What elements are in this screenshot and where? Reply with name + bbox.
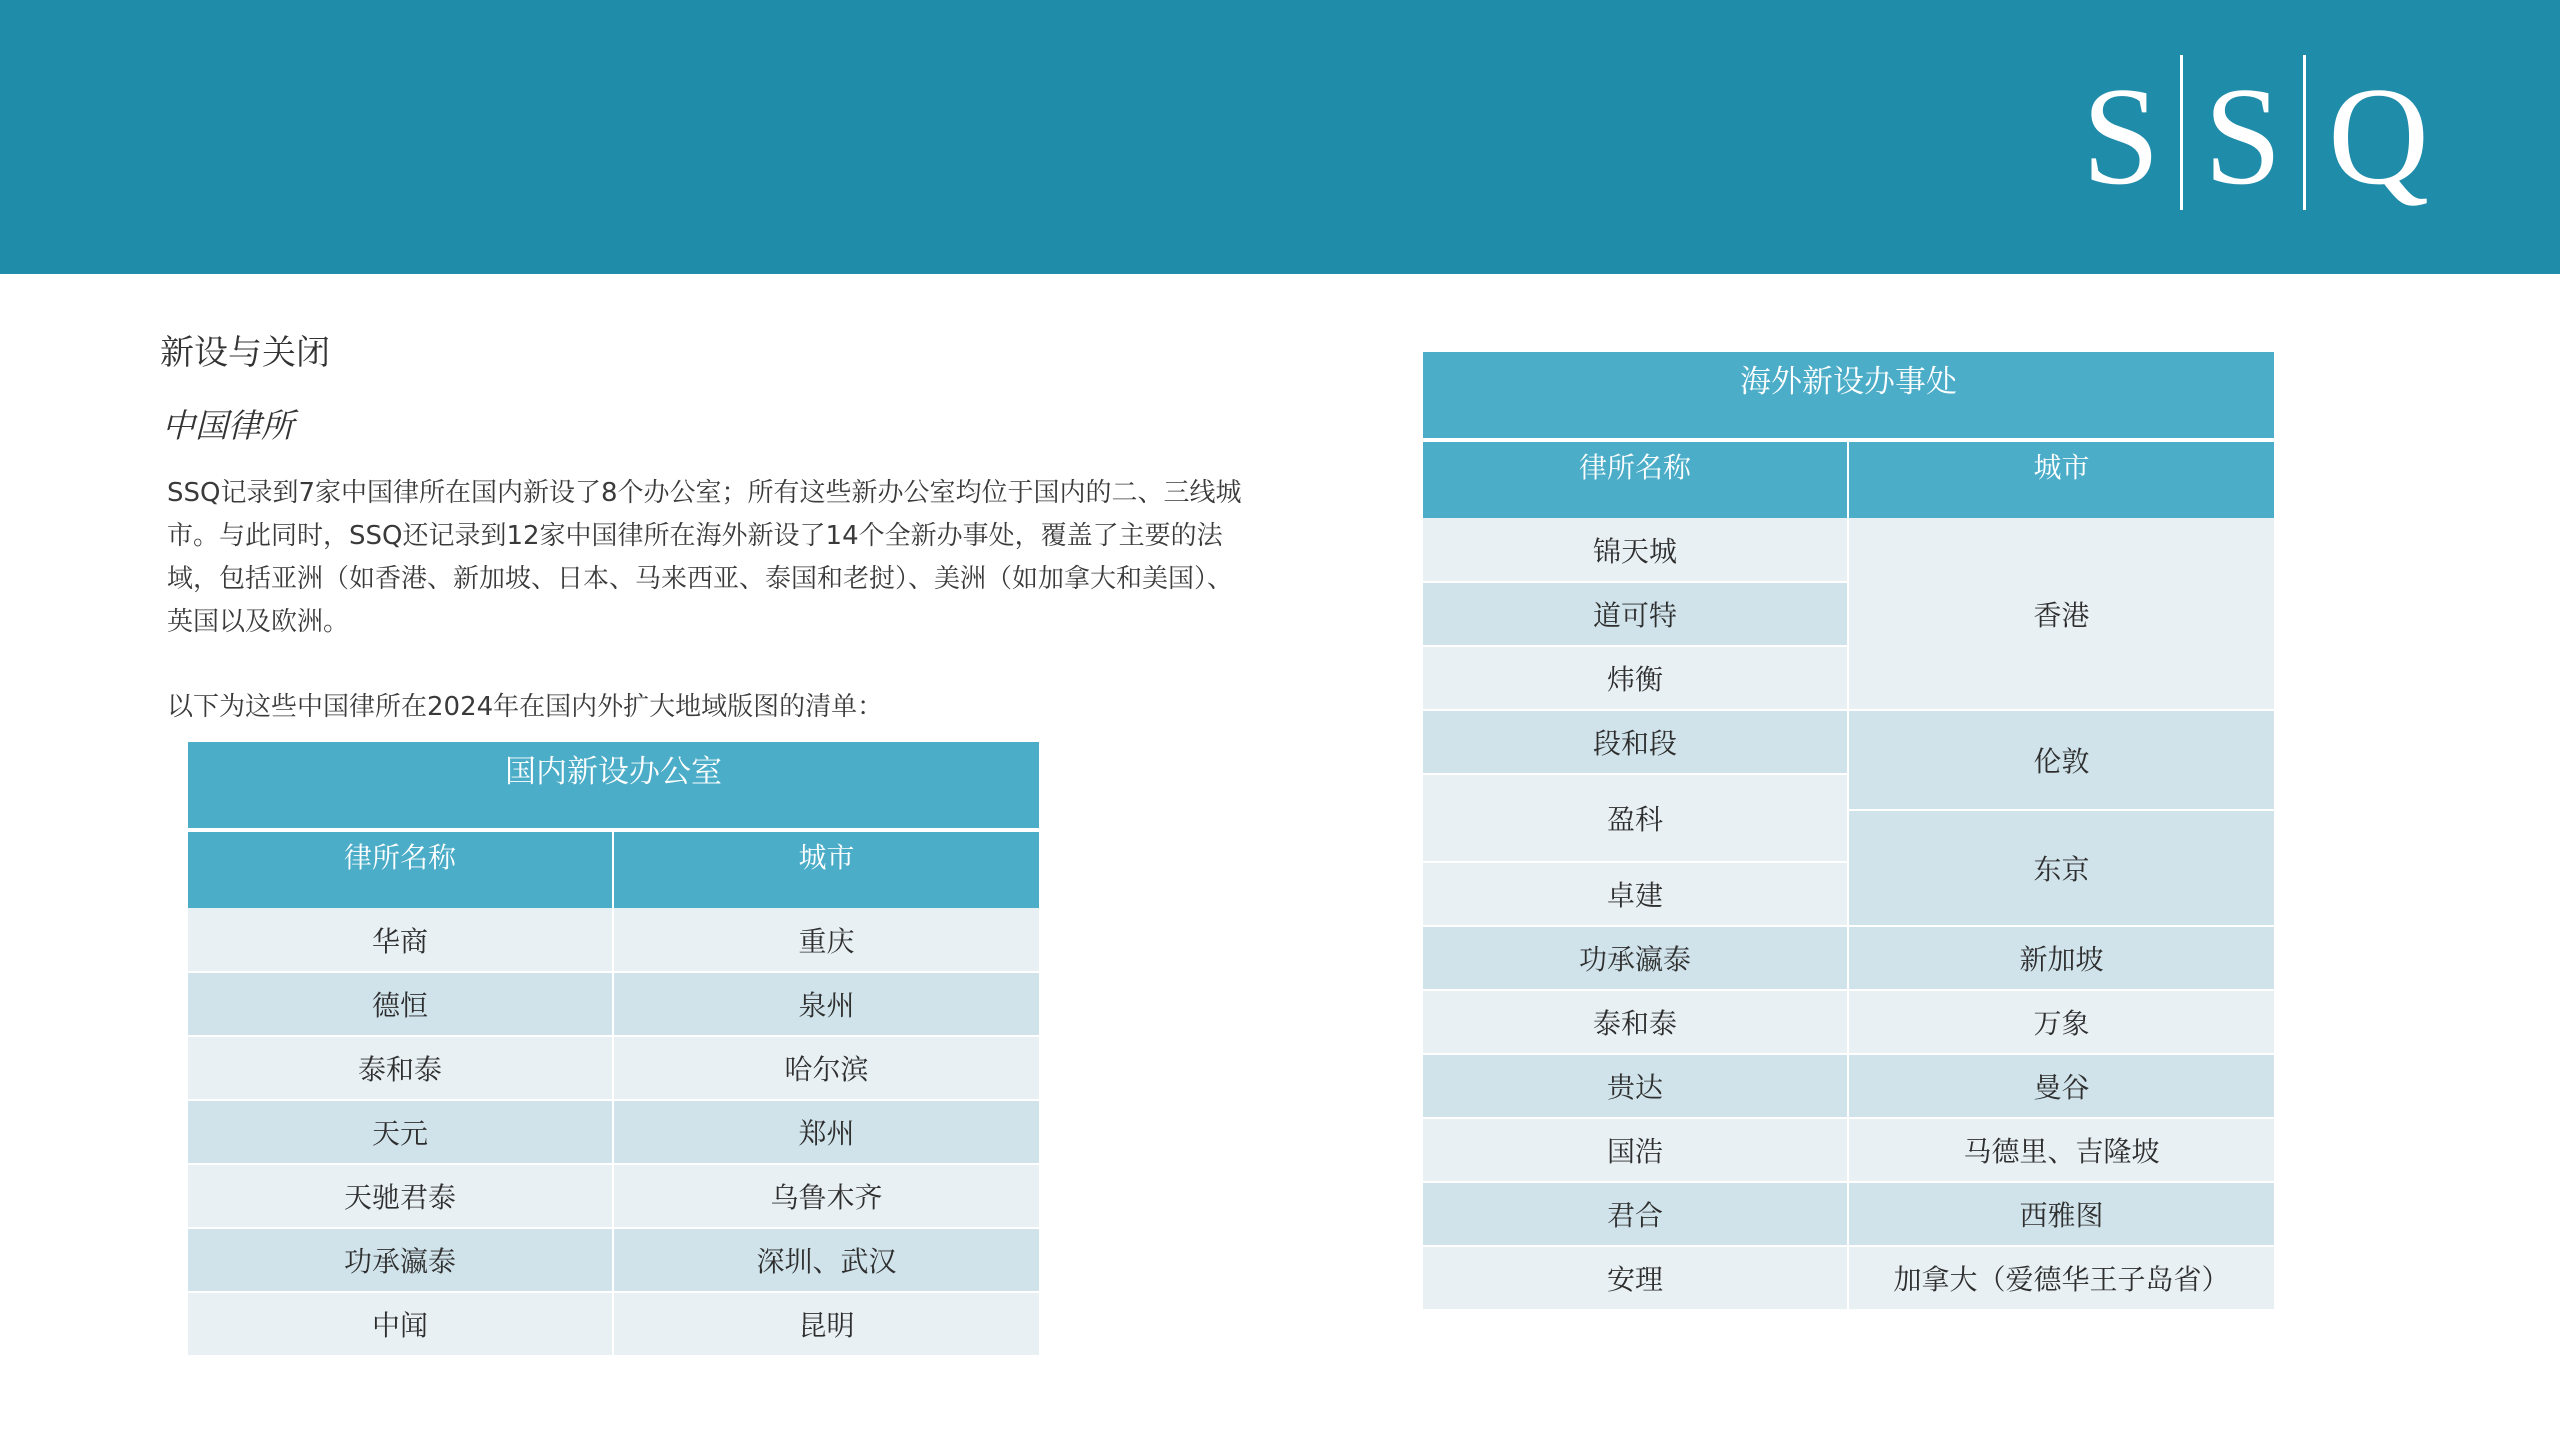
- firm-cell: 泰和泰: [188, 1036, 613, 1100]
- table-row: [1423, 1246, 2274, 1310]
- firm-cell: 炜衡: [1423, 646, 1848, 710]
- table-row: [1423, 990, 2274, 1054]
- column-header-firm: 律所名称: [188, 830, 613, 908]
- table-row: [1423, 1054, 2274, 1118]
- table-row: [1423, 1118, 2274, 1182]
- city-cell: 西雅图: [1848, 1182, 2274, 1246]
- column-header-city: 城市: [613, 830, 1039, 908]
- firm-cell: 天元: [188, 1100, 613, 1164]
- intro-paragraph: [167, 472, 1252, 644]
- firm-cell: 贵达: [1423, 1054, 1848, 1118]
- table-title: 海外新设办事处: [1423, 352, 2274, 440]
- table-row: [188, 1228, 1039, 1292]
- logo-divider: [2303, 55, 2306, 210]
- city-cell: 泉州: [613, 972, 1039, 1036]
- firm-cell: 国浩: [1423, 1118, 1848, 1182]
- table-title: 国内新设办公室: [188, 742, 1039, 830]
- logo-letter-q: Q: [2328, 59, 2430, 214]
- city-cell: 万象: [1848, 990, 2274, 1054]
- city-cell: 香港: [1848, 518, 2274, 710]
- table-row: [1423, 710, 2274, 774]
- table-row: [1423, 926, 2274, 990]
- firm-cell: 盈科: [1423, 774, 1848, 862]
- table-row: [1423, 518, 2274, 582]
- table-row: [188, 908, 1039, 972]
- city-cell: 重庆: [613, 908, 1039, 972]
- section-title: 新设与关闭: [160, 333, 330, 373]
- list-intro: 以下为这些中国律所在2024年在国内外扩大地域版图的清单：: [167, 692, 884, 722]
- firm-cell: 功承瀛泰: [1423, 926, 1848, 990]
- city-cell: 乌鲁木齐: [613, 1164, 1039, 1228]
- table-row: [188, 972, 1039, 1036]
- city-cell: 曼谷: [1848, 1054, 2274, 1118]
- subsection-title: 中国律所: [162, 406, 294, 445]
- table-row: [188, 1164, 1039, 1228]
- firm-cell: 安理: [1423, 1246, 1848, 1310]
- table-row: [1423, 1182, 2274, 1246]
- firm-cell: 华商: [188, 908, 613, 972]
- logo-letter-s1: S: [2082, 59, 2160, 214]
- intro-text: SSQ记录到7家中国律所在国内新设了8个办公室；所有这些新办公室均位于国内的二、三线城市。与此同时，SSQ还记录到12家中国律所在海外新设了14个全新办事处，覆盖了主要的法域，包括亚洲（如香港、新加坡、日本、马来西亚、泰国和老挝）、美洲（如加拿大和美国）、英国以及欧洲。: [167, 478, 1242, 637]
- firm-cell: 功承瀛泰: [188, 1228, 613, 1292]
- firm-cell: 君合: [1423, 1182, 1848, 1246]
- city-cell: 马德里、吉隆坡: [1848, 1118, 2274, 1182]
- firm-cell: 道可特: [1423, 582, 1848, 646]
- table-row: [188, 1100, 1039, 1164]
- city-cell: 加拿大（爱德华王子岛省）: [1848, 1246, 2274, 1310]
- city-cell: 昆明: [613, 1292, 1039, 1356]
- column-header-firm: 律所名称: [1423, 440, 1848, 518]
- overseas-offices-table: [1423, 352, 2274, 1311]
- firm-cell: 天驰君泰: [188, 1164, 613, 1228]
- firm-cell: 中闻: [188, 1292, 613, 1356]
- city-cell: 东京: [1848, 810, 2274, 926]
- domestic-offices-table: [188, 742, 1039, 1357]
- table-row: [188, 1036, 1039, 1100]
- city-cell: 新加坡: [1848, 926, 2274, 990]
- city-cell: 伦敦: [1848, 710, 2274, 810]
- city-cell: 郑州: [613, 1100, 1039, 1164]
- firm-cell: 德恒: [188, 972, 613, 1036]
- table-row: [188, 1292, 1039, 1356]
- city-cell: 深圳、武汉: [613, 1228, 1039, 1292]
- firm-cell: 段和段: [1423, 710, 1848, 774]
- city-cell: 哈尔滨: [613, 1036, 1039, 1100]
- ssq-logo: [2082, 55, 2472, 215]
- logo-divider: [2180, 55, 2183, 210]
- firm-cell: 泰和泰: [1423, 990, 1848, 1054]
- column-header-city: 城市: [1848, 440, 2274, 518]
- firm-cell: 锦天城: [1423, 518, 1848, 582]
- firm-cell: 卓建: [1423, 862, 1848, 926]
- logo-letter-s2: S: [2204, 59, 2282, 214]
- header-banner: [0, 0, 2560, 274]
